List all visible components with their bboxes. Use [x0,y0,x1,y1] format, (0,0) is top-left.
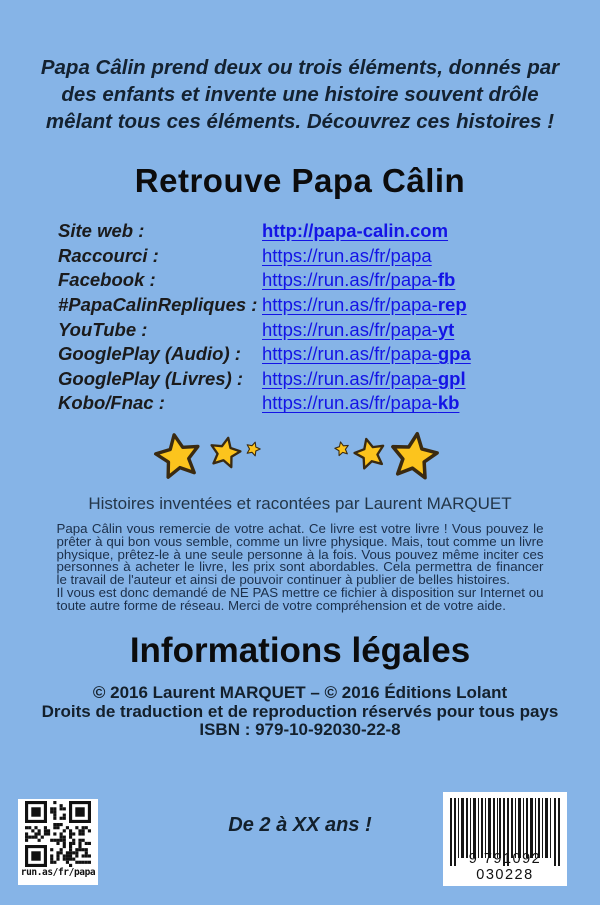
link-row-googleplay-livres [58,367,558,392]
barcode [443,792,567,886]
copyright-line: © 2016 Laurent MARQUET – © 2016 Éditions Lolant [92,683,508,703]
link-label: Facebook : [58,269,156,291]
link-label: YouTube : [58,318,148,340]
page-title: Retrouve Papa Câlin [134,162,466,199]
link-url[interactable]: http://papa-calin.com [262,220,449,242]
link-row-youtube [58,317,558,342]
isbn-line: ISBN : 979-10-92030-22-8 [199,720,401,740]
link-label: Kobo/Fnac : [58,392,165,414]
legal-title: Informations légales [129,631,471,671]
qr-caption: run.as/fr/papa [20,867,96,878]
rights-line: Droits de traduction et de reproduction réservés pour tous pays [41,701,559,721]
link-label: Site web : [58,220,145,242]
legal-para-2: Il vous est donc demandé de NE PAS mettre ce fichier à disposition sur Internet ou toute autre forme de réseau. Merci de votre compréhension et de votre aide. [56,585,544,614]
link-url[interactable]: https://run.as/fr/papa-kb [262,392,460,414]
star-icon [153,430,439,478]
narrator-line: Histoires inventées et racontées par Laurent MARQUET [88,493,512,513]
legal-paragraphs [56,520,544,614]
intro-blurb: Papa Câlin prend deux ou trois éléments, donnés par des enfants et invente une histoire souvent drôle mêlant tous ces éléments. Découvrez ces histoires ! [40,56,560,133]
qr-code [18,799,98,885]
link-row-googleplay-audio [58,342,558,367]
link-label: GooglePlay (Livres) : [58,367,244,389]
link-label: #PapaCalinRepliques : [58,294,258,316]
stars-decoration [150,428,450,484]
link-label: GooglePlay (Audio) : [58,343,241,365]
link-row-raccourci [58,244,558,269]
link-url[interactable]: https://run.as/fr/papa-rep [262,294,467,316]
link-url[interactable]: https://run.as/fr/papa-yt [262,318,455,340]
link-row-repliques [58,293,558,318]
barcode-digits: 9 791092 030228 [468,851,542,883]
link-url[interactable]: https://run.as/fr/papa [262,244,432,266]
copyright-block [0,684,600,740]
link-url[interactable]: https://run.as/fr/papa-gpl [262,367,466,389]
legal-para-1: Papa Câlin vous remercie de votre achat. Ce livre est votre livre ! Vous pouvez le prêter à qui bon vous semble, comme un livre physique. Mais, tout comme un livre physique, prêtez-le à une seule personne à la fois. Vous pouvez même inciter ces personnes à acheter le livre, les prix sont abordables. Cela permettra de financer le travail de l'auteur et ainsi de pouvoir continuer à publier de belles histoires. [56,520,544,588]
link-row-siteweb [58,219,558,244]
link-url[interactable]: https://run.as/fr/papa-gpa [262,343,471,365]
links-list [58,219,558,416]
link-url[interactable]: https://run.as/fr/papa-fb [262,269,456,291]
link-row-facebook [58,268,558,293]
age-range-line: De 2 à XX ans ! [228,814,372,836]
link-label: Raccourci : [58,244,159,266]
qr-code-icon [25,801,91,867]
link-row-kobo-fnac [58,391,558,416]
